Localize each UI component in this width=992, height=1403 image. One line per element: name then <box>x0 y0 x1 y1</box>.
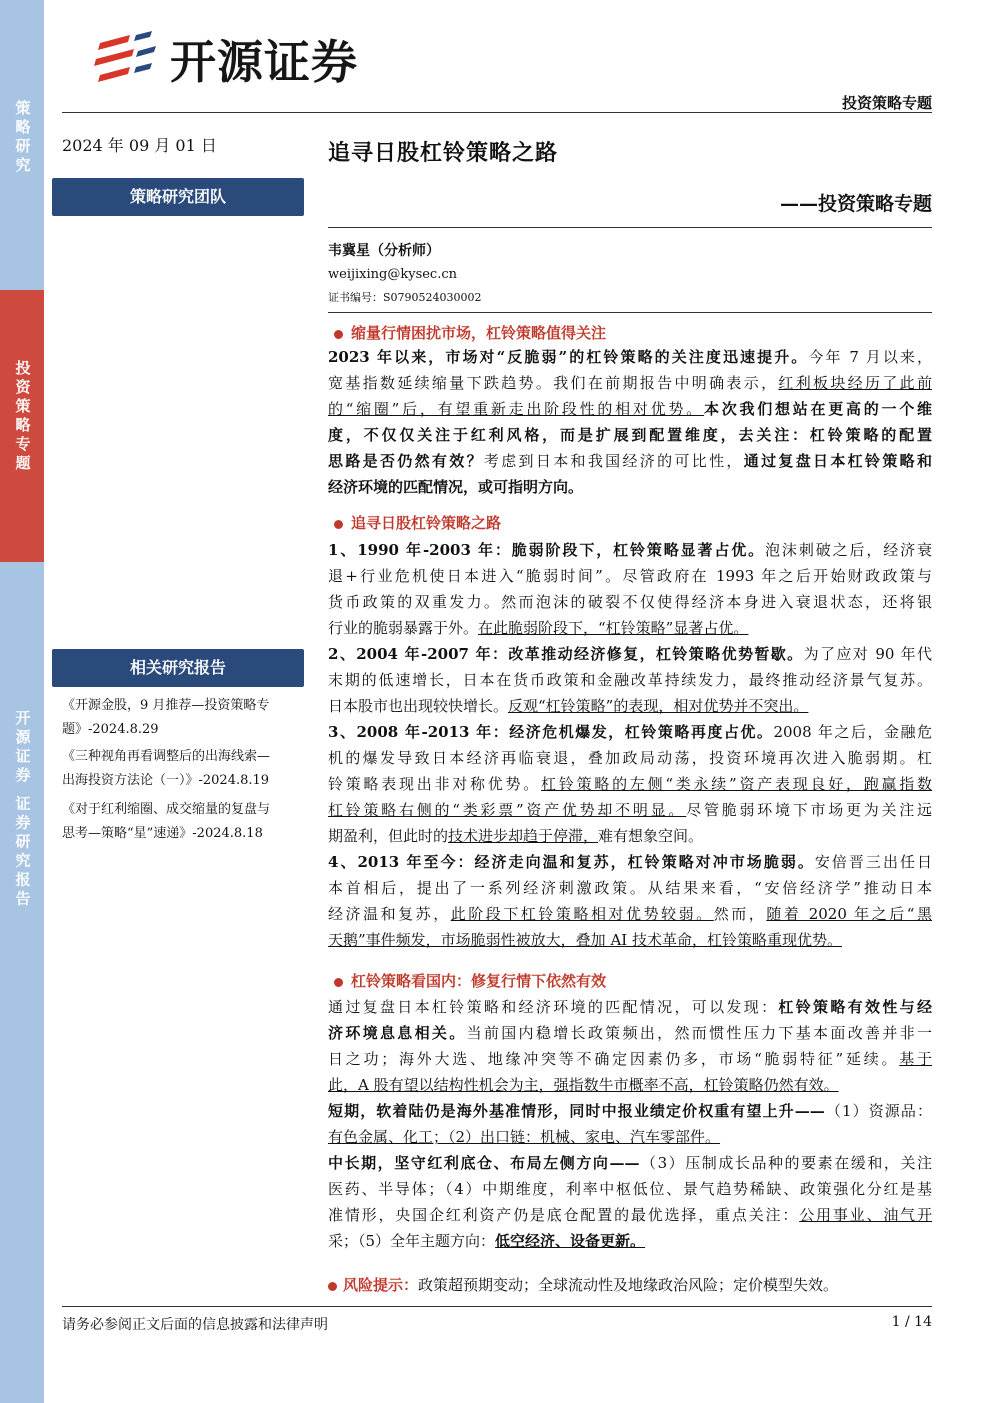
analyst-cert: 证书编号：S0790524030002 <box>328 291 482 304</box>
report-title: 追寻日股杠铃策略之路 <box>328 140 559 166</box>
text-line: 本首相后，提出了一系列经济刺激政策。从结果来看，“安倍经济学”推动日本 <box>328 879 932 897</box>
title-divider <box>328 227 932 228</box>
paragraph-1 <box>328 344 932 500</box>
related-report-3[interactable] <box>62 798 308 846</box>
logo-text: 开源证券 <box>170 35 358 89</box>
related-reports-label: 相关研究报告 <box>52 649 304 687</box>
text-line: 日之功；海外大选、地缘冲突等不确定因素仍多，市场“脆弱特征”延续。基于 <box>328 1050 932 1068</box>
bullet-icon <box>328 1282 337 1291</box>
text-line: 通过复盘日本杠铃策略和经济环境的匹配情况，可以发现：杠铃策略有效性与经 <box>328 998 932 1016</box>
text-line: 3、2008 年-2013 年：经济危机爆发，杠铃策略再度占优。2008 年之后，金融危 <box>328 723 932 741</box>
text-line: 的“缩圈”后，有望重新走出阶段性的相对优势。本次我们想站在更高的一个维 <box>328 400 932 418</box>
team-label: 策略研究团队 <box>52 178 304 216</box>
related-report-line: 思考—策略“星”速递》-2024.8.18 <box>62 826 263 841</box>
text-line: 天鹅”事件频发，市场脆弱性被放大，叠加 AI 技术革命，杠铃策略重现优势。 <box>328 931 842 949</box>
text-line: 日本股市也出现较快增长。反观“杠铃策略”的表现，相对优势并不突出。 <box>328 697 809 715</box>
text-line: 杠铃策略右侧的“类彩票”资产优势却不明显。尽管脆弱环境下市场更为关注远 <box>328 801 932 819</box>
logo-mark-icon <box>90 29 160 89</box>
text-line: 中长期，坚守红利底仓、布局左侧方向——（3）压制成长品种的要素在缓和，关注 <box>328 1154 932 1172</box>
text-line: 退+行业危机使日本进入“脆弱时间”。尽管政府在 1993 年之后开始财政政策与 <box>328 567 932 585</box>
company-logo <box>90 28 358 90</box>
related-report-2[interactable] <box>62 745 308 793</box>
text-line: 济环境息息相关。当前国内稳增长政策频出，然而惯性压力下基本面改善并非一 <box>328 1024 932 1042</box>
page-number: 1 / 14 <box>891 1314 932 1330</box>
analyst-name: 韦冀星（分析师） <box>328 243 440 259</box>
text-line: 宽基指数延续缩量下跌趋势。我们在前期报告中明确表示，红利板块经历了此前 <box>328 374 932 392</box>
analyst-divider <box>328 312 932 313</box>
text-line: 此，A 股有望以结构性机会为主，强指数牛市概率不高，杠铃策略仍然有效。 <box>328 1076 839 1094</box>
text-line: 医药、半导体；（4）中期维度，利率中枢低位、景气趋势稀缺、政策强化分红是基 <box>328 1180 932 1198</box>
side-label-strategy: 策略研究 <box>13 100 32 176</box>
text-line: 1、1990 年-2003 年：脆弱阶段下，杠铃策略显著占优。泡沫刺破之后，经济衰 <box>328 541 932 559</box>
text-line: 期盈利，但此时的技术进步却趋于停滞，难有想象空间。 <box>328 827 704 845</box>
bullet-icon <box>334 520 343 529</box>
header-category: 投资策略专题 <box>841 94 932 112</box>
text-line: 采；（5）全年主题方向：低空经济、设备更新。 <box>328 1232 646 1250</box>
text-line: 铃策略表现出非对称优势。杠铃策略的左侧“类永续”资产表现良好，跑赢指数 <box>328 775 932 793</box>
section-heading-1: 缩量行情困扰市场，杠铃策略值得关注 <box>334 322 606 343</box>
paragraph-2 <box>328 537 932 953</box>
text-line: 短期，软着陆仍是海外基准情形，同时中报业绩定价权重有望上升——（1）资源品： <box>328 1102 932 1120</box>
text-line: 末期的低速增长，日本在货币政策和金融改革持续发力，最终推动经济景气复苏。 <box>328 671 932 689</box>
report-date: 2024 年 09 月 01 日 <box>62 136 217 155</box>
text-line: 经济环境的匹配情况，或可指明方向。 <box>328 478 584 496</box>
analyst-email[interactable]: weijixing@kysec.cn <box>328 267 458 282</box>
risk-note: 风险提示：政策超预期变动；全球流动性及地缘政治风险；定价模型失效。 <box>328 1274 838 1295</box>
footer-divider <box>62 1306 932 1307</box>
text-line: 4、2013 年至今：经济走向温和复苏，杠铃策略对冲市场脆弱。安倍晋三出任日 <box>328 853 932 871</box>
side-bar-mid <box>0 290 44 562</box>
related-report-line: 《对于红利缩圈、成交缩量的复盘与 <box>62 802 271 817</box>
paragraph-3 <box>328 994 932 1254</box>
footer-disclaimer: 请务必参阅正文后面的信息披露和法律声明 <box>62 1317 328 1333</box>
related-report-line: 题》-2024.8.29 <box>62 722 159 737</box>
report-subtitle: ——投资策略专题 <box>779 193 932 215</box>
text-line: 行业的脆弱暴露于外。在此脆弱阶段下，“杠铃策略”显著占优。 <box>328 619 749 637</box>
text-line: 经济温和复苏，此阶段下杠铃策略相对优势较弱。然而，随着 2020 年之后“黑 <box>328 905 932 923</box>
side-label-topic: 投资策略专题 <box>13 360 32 474</box>
related-report-line: 《开源金股，9 月推荐—投资策略专 <box>62 698 270 713</box>
header-divider <box>62 112 932 113</box>
side-label-broker: 开源证券 证券研究报告 <box>13 710 32 910</box>
text-line: 度，不仅仅关注于红利风格，而是扩展到配置维度，去关注：杠铃策略的配置 <box>328 426 932 444</box>
text-line: 思路是否仍然有效？考虑到日本和我国经济的可比性，通过复盘日本杠铃策略和 <box>328 452 932 470</box>
text-line: 准情形，央国企红利资产仍是底仓配置的最优选择，重点关注：公用事业、油气开 <box>328 1206 932 1224</box>
side-bar-bottom <box>0 562 44 1403</box>
text-line: 有色金属、化工；（2）出口链：机械、家电、汽车零部件。 <box>328 1128 721 1146</box>
bullet-icon <box>334 978 343 987</box>
section-heading-2: 追寻日股杠铃策略之路 <box>334 512 501 533</box>
related-report-line: 出海投资方法论（一）》-2024.8.19 <box>62 773 270 788</box>
section-heading-3: 杠铃策略看国内：修复行情下依然有效 <box>334 970 606 991</box>
related-report-line: 《三种视角再看调整后的出海线索— <box>62 749 271 764</box>
text-line: 2023 年以来，市场对“反脆弱”的杠铃策略的关注度迅速提升。今年 7 月以来， <box>328 348 932 366</box>
text-line: 货币政策的双重发力。然而泡沫的破裂不仅使得经济本身进入衰退状态，还将银 <box>328 593 932 611</box>
text-line: 2、2004 年-2007 年：改革推动经济修复，杠铃策略优势暂歇。为了应对 90 年代 <box>328 645 933 663</box>
related-report-1[interactable] <box>62 694 308 742</box>
bullet-icon <box>334 330 343 339</box>
side-bar-top <box>0 0 44 290</box>
text-line: 机的爆发导致日本经济再临衰退，叠加政局动荡，投资环境再次进入脆弱期。杠 <box>328 749 932 767</box>
